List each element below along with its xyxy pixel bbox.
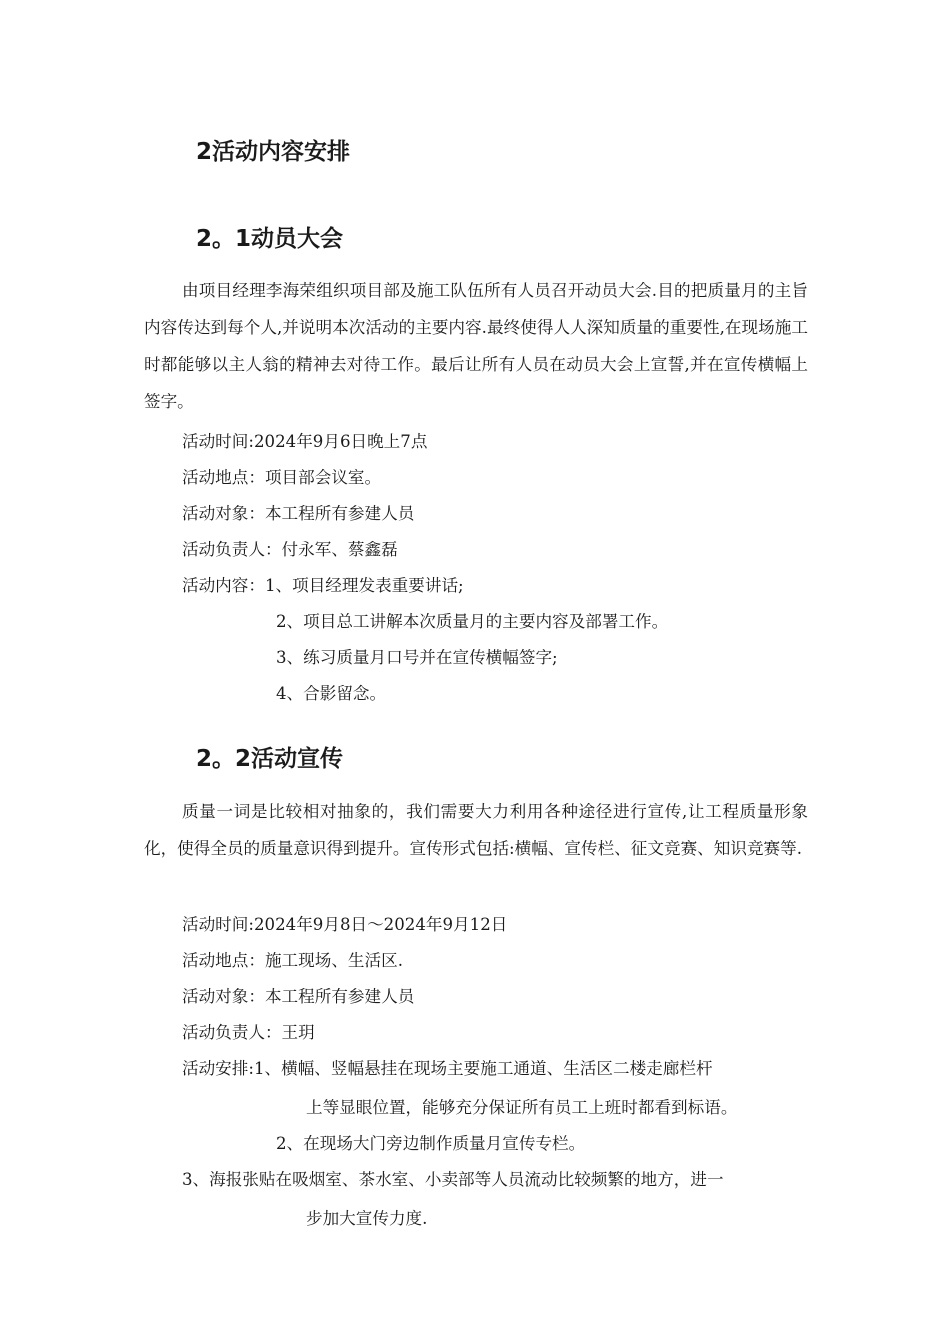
section-title: 2活动内容安排 [196, 139, 351, 165]
publicity-place: 活动地点：施工现场、生活区. [182, 951, 403, 970]
mobilization-place: 活动地点：项目部会议室。 [182, 468, 382, 487]
publicity-arrangement-item: 3、海报张贴在吸烟室、茶水室、小卖部等人员流动比较频繁的地方，进一 [182, 1170, 724, 1189]
mobilization-paragraph: 由项目经理李海荣组织项目部及施工队伍所有人员召开动员大会.目的把质量月的主旨内容传达到每个人,并说明本次活动的主要内容.最终使得人人深知质量的重要性,在现场施工时都能够以主人翁的精神去对待工作。最后让所有人员在动员大会上宣誓,并在宣传横幅上签字。 [144, 281, 808, 411]
publicity-arrangement-continuation: 步加大宣传力度. [306, 1209, 428, 1228]
mobilization-content-item: 2、项目总工讲解本次质量月的主要内容及部署工作。 [276, 612, 669, 631]
mobilization-content-item: 活动内容：1、项目经理发表重要讲话; [182, 576, 464, 595]
publicity-paragraph: 质量一词是比较相对抽象的，我们需要大力利用各种途径进行宣传,让工程质量形象化，使得全员的质量意识得到提升。宣传形式包括:横幅、宣传栏、征文竞赛、知识竞赛等. [144, 802, 808, 858]
mobilization-target: 活动对象：本工程所有参建人员 [182, 504, 415, 523]
publicity-time: 活动时间:2024年9月8日～2024年9月12日 [182, 915, 508, 934]
publicity-arrangement-continuation: 上等显眼位置，能够充分保证所有员工上班时都看到标语。 [306, 1098, 738, 1117]
publicity-leader: 活动负责人：王玥 [182, 1023, 315, 1042]
mobilization-content-item: 3、练习质量月口号并在宣传横幅签字; [276, 648, 558, 667]
subsection-title-publicity: 2。2活动宣传 [196, 746, 344, 772]
publicity-arrangement-item: 活动安排:1、横幅、竖幅悬挂在现场主要施工通道、生活区二楼走廊栏杆 [182, 1059, 713, 1078]
publicity-target: 活动对象：本工程所有参建人员 [182, 987, 415, 1006]
publicity-arrangement-item: 2、在现场大门旁边制作质量月宣传专栏。 [276, 1134, 586, 1153]
mobilization-time: 活动时间:2024年9月6日晚上7点 [182, 432, 428, 451]
mobilization-content-item: 4、合影留念。 [276, 684, 387, 703]
mobilization-leader: 活动负责人：付永军、蔡鑫磊 [182, 540, 398, 559]
subsection-title-mobilization: 2。1动员大会 [196, 226, 344, 252]
